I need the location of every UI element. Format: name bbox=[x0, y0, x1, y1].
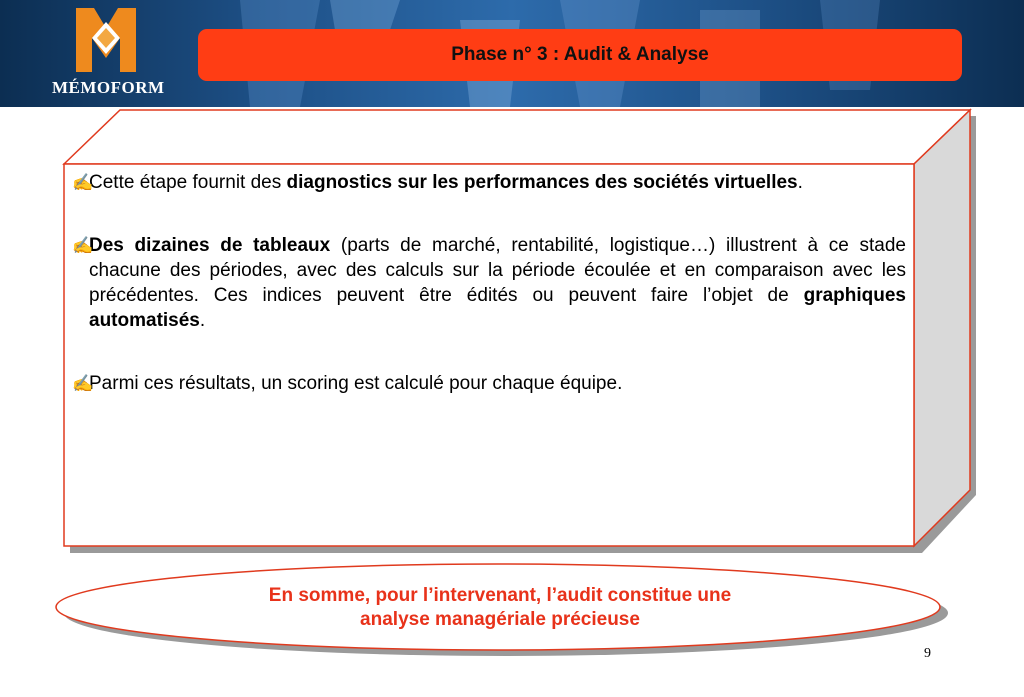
page-number: 9 bbox=[924, 646, 931, 661]
writing-hand-icon: ✍ bbox=[72, 173, 94, 192]
page-title: Phase n° 3 : Audit & Analyse bbox=[451, 44, 709, 65]
summary-line-2: analyse managériale précieuse bbox=[360, 609, 640, 630]
bullet-diagnostics: ✍ Cette étape fournit des diagnostics sur les performances des sociétés virtuelles. bbox=[72, 172, 803, 193]
summary-line-1: En somme, pour l’intervenant, l’audit constitue une bbox=[268, 585, 732, 606]
bullet-scoring: ✍ Parmi ces résultats, un scoring est calculé pour chaque équipe. bbox=[72, 373, 623, 394]
logo-text: MÉMOFORM bbox=[52, 78, 165, 97]
bullet-tableaux: ✍ Des dizaines de tableaux (parts de marché, rentabilité, logistique…) illustrent à ce stade chacune des périodes, avec des calculs sur la période écoulée et en comparaison avec les précédentes. Ces indices peuvent être édités ou peuvent faire l’objet de graphiques automatisés. bbox=[72, 235, 906, 331]
writing-hand-icon: ✍ bbox=[72, 374, 94, 393]
writing-hand-icon: ✍ bbox=[72, 236, 94, 255]
summary-text bbox=[160, 584, 840, 632]
